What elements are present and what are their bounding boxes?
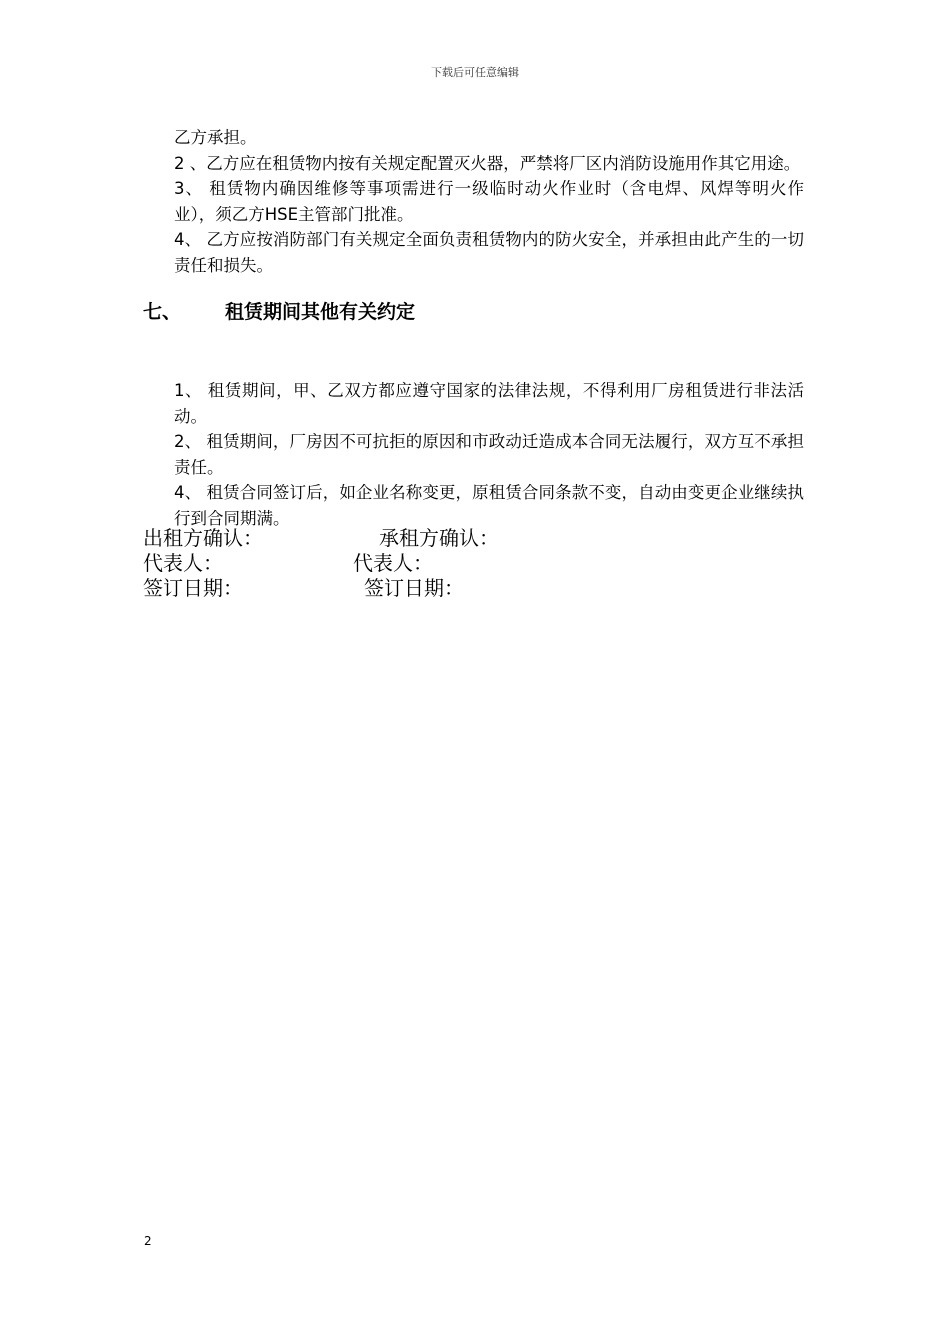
section-6-body (174, 125, 804, 278)
paragraph: 乙方承担。 (174, 128, 257, 147)
page-number: 2 (144, 1234, 152, 1248)
paragraph: 1、 租赁期间，甲、乙双方都应遵守国家的法律法规，不得利用厂房租赁进行非法活动。 (174, 381, 804, 426)
lessee-representative-label: 代表人： (353, 551, 433, 575)
paragraph: 4、 租赁合同签订后，如企业名称变更，原租赁合同条款不变，自动由变更企业继续执行到合同期满。 (174, 483, 804, 528)
lessor-representative-label: 代表人： (143, 551, 223, 575)
lessor-sign-date-label: 签订日期： (143, 576, 243, 600)
section-7-body (174, 378, 804, 531)
lessee-sign-date-label: 签订日期： (364, 576, 464, 600)
paragraph: 2、 租赁期间，厂房因不可抗拒的原因和市政动迁造成本合同无法履行，双方互不承担责任。 (174, 432, 804, 477)
section-number: 七、 (143, 301, 182, 323)
paragraph: 4、 乙方应按消防部门有关规定全面负责租赁物内的防火安全，并承担由此产生的一切责任和损失。 (174, 230, 804, 275)
lessee-confirm-label: 承租方确认： (379, 526, 499, 550)
section-title: 租赁期间其他有关约定 (225, 301, 416, 323)
paragraph: 2 、乙方应在租赁物内按有关规定配置灭火器，严禁将厂区内消防设施用作其它用途。 (174, 153, 801, 173)
page-header: 下载后可任意编辑 (431, 66, 519, 79)
paragraph: 3、 租赁物内确因维修等事项需进行一级临时动火作业时（含电焊、风焊等明火作业），须乙方HSE主管部门批准。 (174, 179, 804, 224)
section-7-heading (143, 299, 415, 325)
lessor-confirm-label: 出租方确认： (143, 526, 263, 550)
